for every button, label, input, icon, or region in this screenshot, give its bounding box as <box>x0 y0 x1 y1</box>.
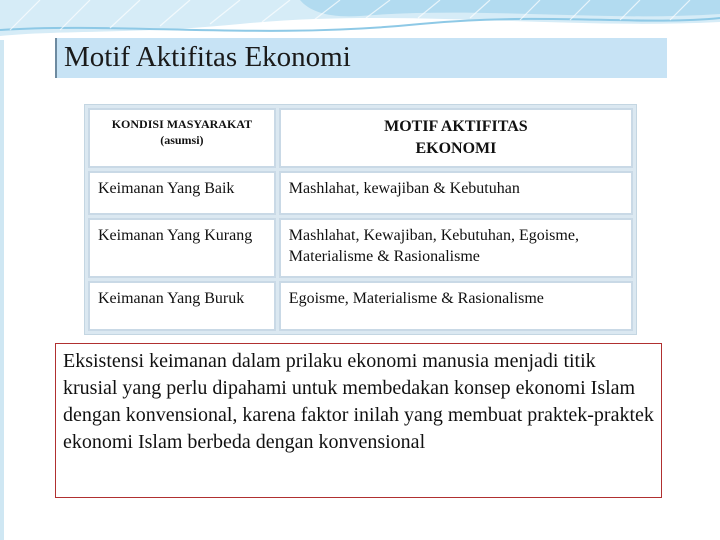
left-accent-bar <box>0 40 4 540</box>
header-kondisi-line2: (asumsi) <box>160 133 204 147</box>
kondisi-cell: Keimanan Yang Buruk <box>88 281 276 331</box>
motif-cell: Egoisme, Materialisme & Rasionalisme <box>279 281 633 331</box>
table-header-row <box>88 108 633 168</box>
header-kondisi <box>88 108 276 168</box>
conclusion-note: Eksistensi keimanan dalam prilaku ekonomi manusia menjadi titik krusial yang perlu dipahami untuk membedakan konsep ekonomi Islam dengan konvensional, karena faktor inilah yang membuat praktek-praktek ekonomi Islam berbeda dengan konvensional <box>55 343 662 498</box>
motif-cell: Mashlahat, Kewajiban, Kebutuhan, Egoisme, Materialisme & Rasionalisme <box>279 218 633 278</box>
header-motif-line1: MOTIF AKTIFITAS <box>384 118 528 135</box>
header-kondisi-line1: KONDISI MASYARAKAT <box>111 117 253 131</box>
kondisi-cell: Keimanan Yang Kurang <box>88 218 276 278</box>
table-row <box>88 281 633 331</box>
table-row <box>88 218 633 278</box>
motif-cell: Mashlahat, kewajiban & Kebutuhan <box>279 171 633 215</box>
kondisi-cell: Keimanan Yang Baik <box>88 171 276 215</box>
header-motif <box>279 108 633 168</box>
motif-table <box>84 104 637 335</box>
title-bar <box>55 38 667 78</box>
slide-title: Motif Aktifitas Ekonomi <box>64 41 351 73</box>
header-motif-line2: EKONOMI <box>415 140 497 157</box>
table-row <box>88 171 633 215</box>
